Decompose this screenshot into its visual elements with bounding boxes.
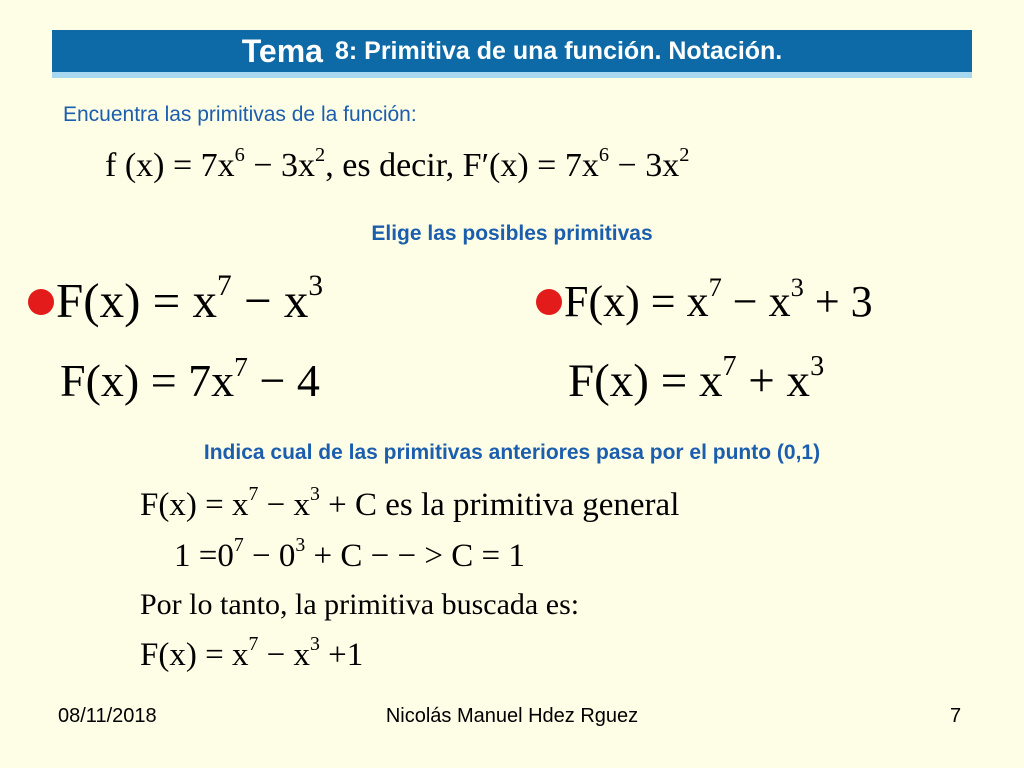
bullet-marker [536, 289, 562, 315]
work-line-general: $F(x) = x^7 - x^3 + C$ es la primitiva general [140, 483, 680, 523]
work-line-answer: $F(x) = x^7 - x^3 +1$ [140, 633, 364, 673]
bullet-marker [28, 289, 54, 315]
slide-subtitle: 8: Primitiva de una función. Notación. [334, 36, 783, 65]
option-2: $F(x) = x^7 - x^3 + 3$ [536, 276, 873, 327]
option-3: $F(x) = 7x^7 - 4$ [60, 350, 320, 406]
footer-page-number: 7 [950, 705, 962, 727]
work-line-conclusion: Por lo tanto, la primitiva buscada es: [140, 588, 580, 621]
prompt-find-primitives: Encuentra las primitivas de la función: [63, 103, 417, 126]
slide-title: Tema [241, 32, 323, 69]
given-function: f $(x) = 7x^6 - 3x^2$, es decir, $F'(x) = 7x^6 - 3x^2$ [105, 143, 690, 184]
footer-date: 08/11/2018 [58, 705, 157, 727]
prompt-point-condition: Indica cual de las primitivas anteriores pasa por el punto (0,1) [203, 441, 821, 464]
work-line-substitution: $1 =0^7 - 0^3 + C$ − − > C = 1 [174, 534, 525, 574]
prompt-choose-primitives: Elige las posibles primitivas [371, 222, 653, 245]
slide-title-bar [52, 30, 972, 78]
option-1: $F(x) = x^7 - x^3$ [28, 272, 323, 329]
option-4: $F(x) = x^7 + x^3$ [568, 351, 825, 407]
footer-author: Nicolás Manuel Hdez Rguez [385, 705, 639, 727]
